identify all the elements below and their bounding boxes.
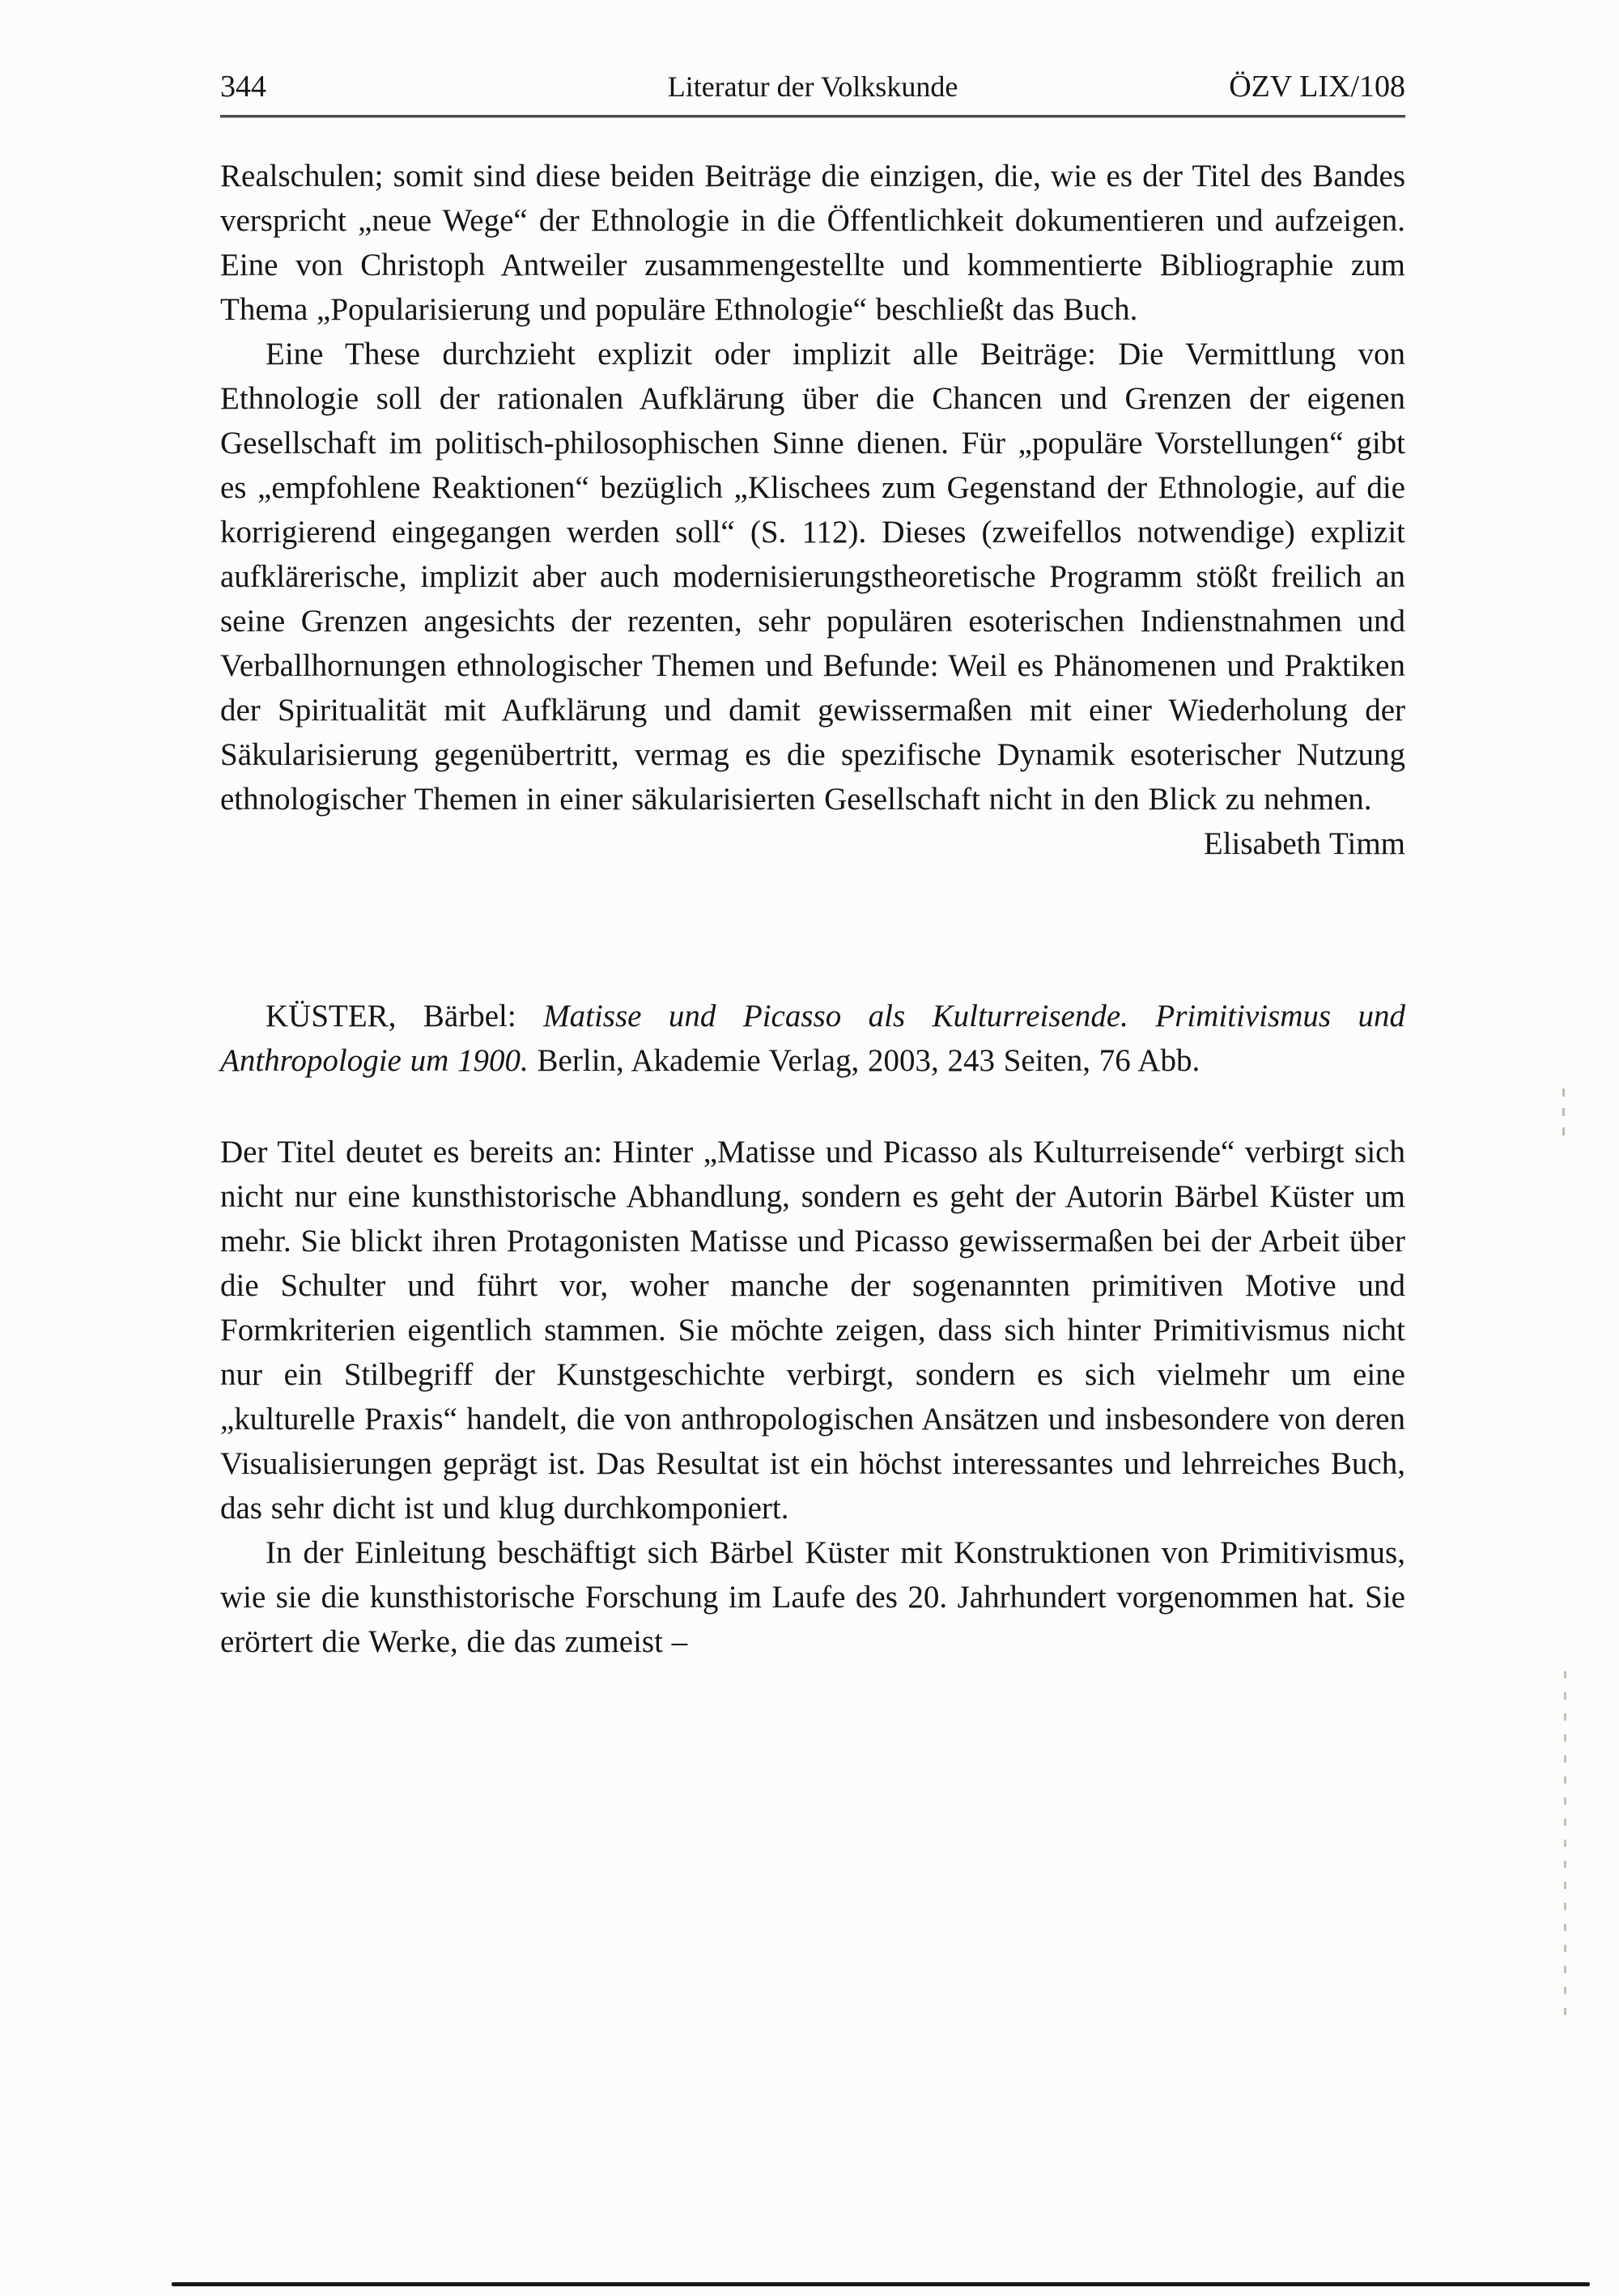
scan-artifact-right-dashes-upper (1562, 1089, 1565, 1145)
text-column (220, 0, 1405, 1664)
citation-author: KÜSTER, Bärbel: (266, 999, 544, 1033)
page-body (220, 154, 1405, 1664)
header-rule (220, 115, 1405, 118)
running-title: Literatur der Volkskunde (667, 70, 958, 103)
page-header (220, 0, 1405, 104)
review-timm-paragraph-continuation: Realschulen; somit sind diese beiden Beiträge die einzigen, die, wie es der Titel des Bandes verspricht „neue Wege“ der Ethnologie in die Öffentlichkeit dokumentieren und aufzeigen. Eine von Christoph Antweiler zusammengestellte und kommentierte Bibliographie zum Thema „Popularisierung und populäre Ethnologie“ beschließt das Buch. (220, 159, 1405, 327)
review-kuester-citation (220, 994, 1405, 1083)
scan-artifact-right-dashes-lower (1564, 1671, 1566, 2019)
review-kuester-paragraph-1: Der Titel deutet es bereits an: Hinter „Matisse und Picasso als Kulturreisende“ verbirgt sich nicht nur eine kunsthistorische Abhandlung, sondern es geht der Autorin Bärbel Küster um mehr. Sie blickt ihren Protagonisten Matisse und Picasso gewissermaßen bei der Arbeit über die Schulter und führt vor, woher manche der sogenannten primitiven Motive und Formkriterien eigentlich stammen. Sie möchte zeigen, dass sich hinter Primitivismus nicht nur ein Stilbegriff der Kunstgeschichte verbirgt, sondern es sich vielmehr um eine „kulturelle Praxis“ handelt, die von anthropologischen Ansätzen und insbesondere von deren Visualisierungen geprägt ist. Das Resultat ist ein höchst interessantes und lehrreiches Buch, das sehr dicht ist und klug durchkomponiert. (220, 1135, 1405, 1526)
citation-book-title: Matisse und Picasso als Kulturreisende. Primitivismus und Anthropologie um 1900. (220, 999, 1405, 1078)
reviewer-signature: Elisabeth Timm (1203, 826, 1405, 861)
citation-publication-info: Berlin, Akademie Verlag, 2003, 243 Seiten, 76 Abb. (528, 1043, 1200, 1078)
scan-artifact-bottom-edge (172, 2282, 1590, 2286)
review-timm-paragraph-2: Eine These durchzieht explizit oder implizit alle Beiträge: Die Vermittlung von Ethnologie soll der rationalen Aufklärung über die Chancen und Grenzen der eigenen Gesellschaft im politisch-philosophischen Sinne dienen. Für „populäre Vorstellungen“ gibt es „empfohlene Reaktionen“ bezüglich „Klischees zum Gegenstand der Ethnologie, auf die korrigierend eingegangen werden soll“ (S. 112). Dieses (zweifellos notwendige) explizit aufklärerische, implizit aber auch modernisierungstheoretische Programm stößt freilich an seine Grenzen angesichts der rezenten, sehr populären esoterischen Indienstnahmen und Verballhornungen ethnologischer Themen und Befunde: Weil es Phänomenen und Praktiken der Spiritualität mit Aufklärung und damit gewissermaßen mit einer Wiederholung der Säkularisierung gegenübertritt, vermag es die spezifische Dynamik esoterischer Nutzung ethnologischer Themen in einer säkularisierten Gesellschaft nicht in den Blick zu nehmen. (220, 337, 1405, 817)
issue-label: ÖZV LIX/108 (1229, 70, 1405, 104)
page-number: 344 (220, 70, 266, 104)
review-kuester-paragraph-2: In der Einleitung beschäftigt sich Bärbel Küster mit Konstruktionen von Primitivismus, wie sie die kunsthistorische Forschung im Laufe des 20. Jahrhundert vorgenommen hat. Sie erörtert die Werke, die das zumeist – (220, 1535, 1405, 1659)
